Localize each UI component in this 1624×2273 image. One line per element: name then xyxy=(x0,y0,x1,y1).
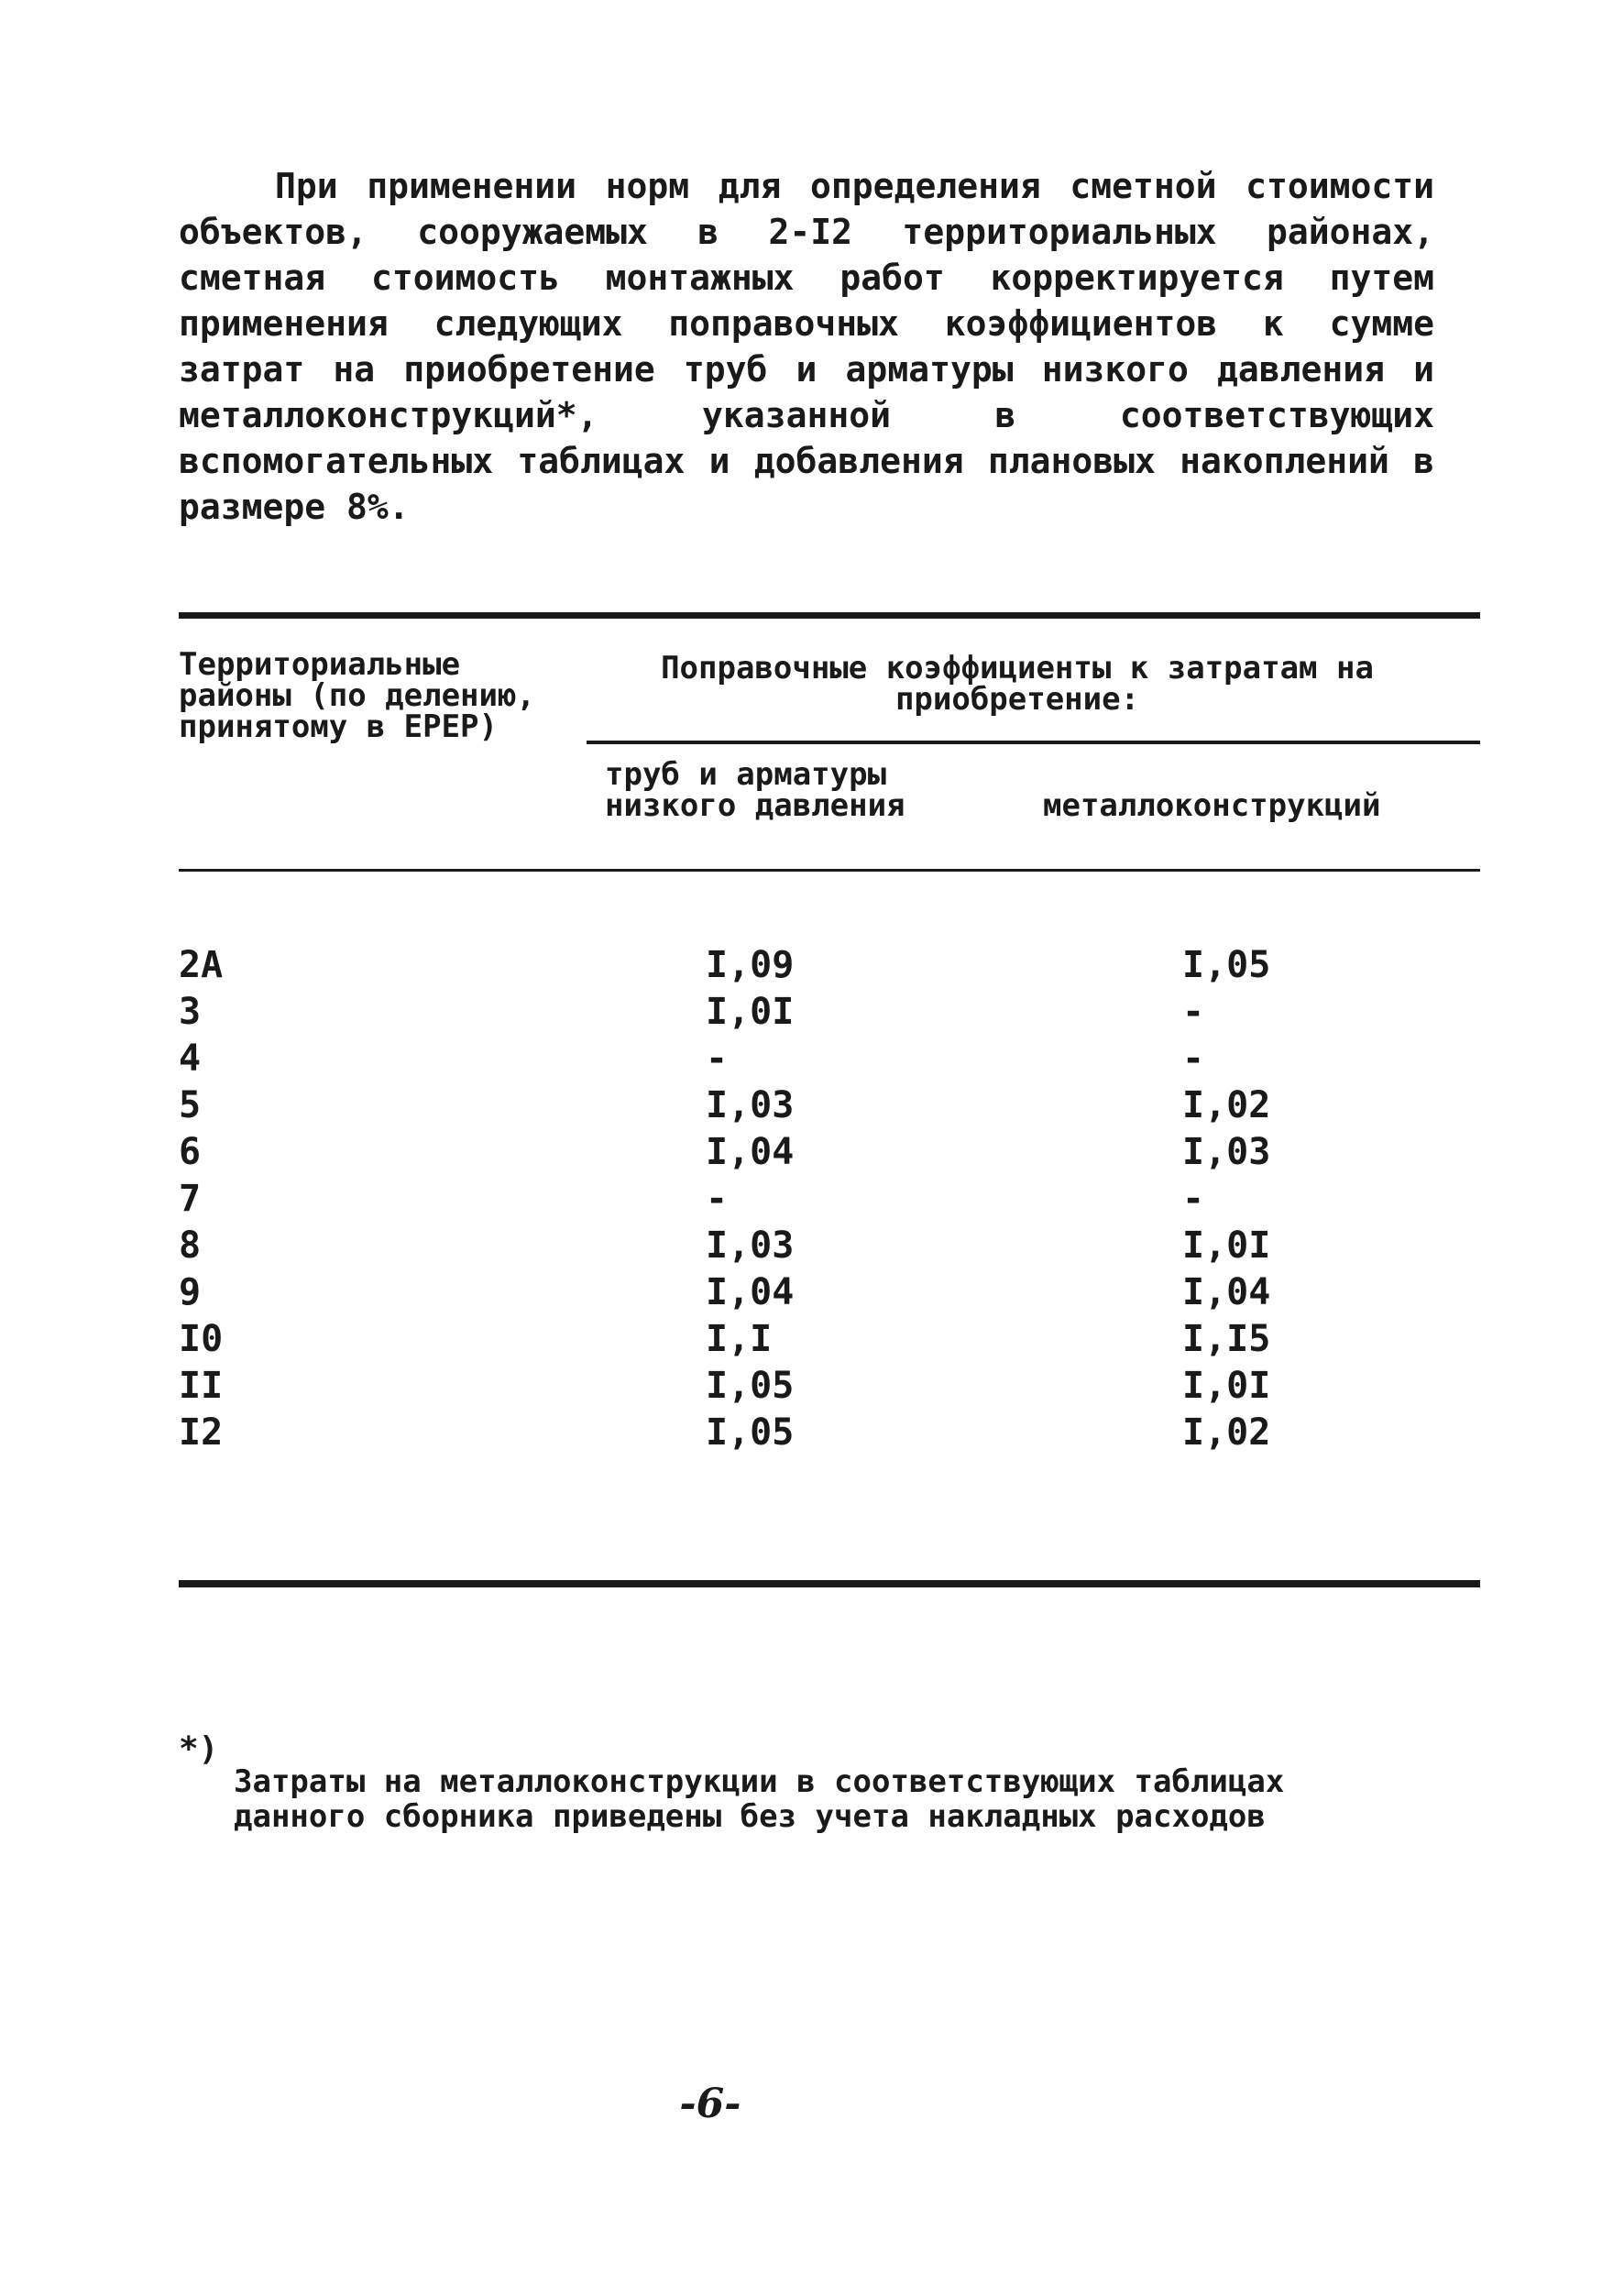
region-cell: 4 xyxy=(179,1038,202,1080)
table-body xyxy=(179,942,1480,1456)
metal-coefficient-cell: I,0I xyxy=(1182,1224,1271,1267)
region-cell: II xyxy=(179,1365,224,1407)
pipes-coefficient-cell: I,09 xyxy=(706,944,795,986)
table-top-rule xyxy=(179,612,1480,619)
metal-coefficient-cell: I,I5 xyxy=(1182,1318,1271,1360)
region-cell: 6 xyxy=(179,1131,202,1173)
table-row xyxy=(179,1036,1480,1082)
metal-coefficient-cell: - xyxy=(1182,991,1205,1033)
column-header-metal: металлоконструкций xyxy=(1043,787,1381,824)
intro-text: При применении норм для определения сметной стоимости объектов, сооружаемых в 2-I2 территориальных районах, сметная стоимость монтажных работ корректируется путем применения следующих поправочных коэффициентов к сумме затрат на приобретение труб и арматуры низкого давления и металлоконструкций*, указанной в соответствующих вспомогательных таблицах и добавления плановых накоплений в размере 8%. xyxy=(179,166,1434,527)
metal-coefficient-cell: - xyxy=(1182,1038,1205,1080)
pipes-coefficient-cell: I,03 xyxy=(706,1224,795,1267)
metal-coefficient-cell: I,04 xyxy=(1182,1271,1271,1313)
pipes-coefficient-cell: - xyxy=(706,1038,729,1080)
page-number: -6- xyxy=(679,2081,741,2127)
pipes-coefficient-cell: I,04 xyxy=(706,1271,795,1313)
region-cell: I0 xyxy=(179,1318,224,1360)
table-header-bottom-rule xyxy=(179,869,1480,872)
pipes-coefficient-cell: I,0I xyxy=(706,991,795,1033)
region-cell: 3 xyxy=(179,991,202,1033)
footnote-text: Затраты на металлоконструкции в соответствующих таблицах данного сборника приведены без учета накладных расходов xyxy=(234,1763,1285,1835)
table-row xyxy=(179,1176,1480,1223)
intro-paragraph xyxy=(179,163,1434,530)
metal-coefficient-cell: I,02 xyxy=(1182,1084,1271,1126)
table-row xyxy=(179,1269,1480,1316)
pipes-coefficient-cell: I,04 xyxy=(706,1131,795,1173)
pipes-coefficient-cell: I,05 xyxy=(706,1411,795,1454)
metal-coefficient-cell: I,03 xyxy=(1182,1131,1271,1173)
region-cell: 9 xyxy=(179,1271,202,1313)
table-row xyxy=(179,1082,1480,1129)
group-header-rule xyxy=(587,741,1480,744)
pipes-coefficient-cell: I,05 xyxy=(706,1365,795,1407)
pipes-coefficient-cell: I,I xyxy=(706,1318,773,1360)
column-header-regions: Территориальные районы (по делению, принятому в ЕРЕР) xyxy=(179,646,535,745)
table-row xyxy=(179,1129,1480,1176)
pipes-coefficient-cell: I,03 xyxy=(706,1084,795,1126)
pipes-coefficient-cell: - xyxy=(706,1178,729,1220)
metal-coefficient-cell: I,02 xyxy=(1182,1411,1271,1454)
table-row xyxy=(179,1223,1480,1269)
region-cell: 7 xyxy=(179,1178,202,1220)
metal-coefficient-cell: - xyxy=(1182,1178,1205,1220)
footnote-mark: *) xyxy=(179,1730,219,1768)
table-row xyxy=(179,1363,1480,1410)
column-header-pipes: труб и арматуры низкого давления xyxy=(605,756,905,824)
region-cell: 8 xyxy=(179,1224,202,1267)
metal-coefficient-cell: I,05 xyxy=(1182,944,1271,986)
metal-coefficient-cell: I,0I xyxy=(1182,1365,1271,1407)
region-cell: 2А xyxy=(179,944,224,986)
table-row xyxy=(179,942,1480,989)
region-cell: 5 xyxy=(179,1084,202,1126)
region-cell: I2 xyxy=(179,1411,224,1454)
table-bottom-rule xyxy=(179,1580,1480,1587)
table-row xyxy=(179,1316,1480,1363)
column-group-header-coefficients: Поправочные коэффициенты к затратам на приобретение: xyxy=(661,650,1374,718)
table-row xyxy=(179,1410,1480,1456)
table-row xyxy=(179,989,1480,1036)
